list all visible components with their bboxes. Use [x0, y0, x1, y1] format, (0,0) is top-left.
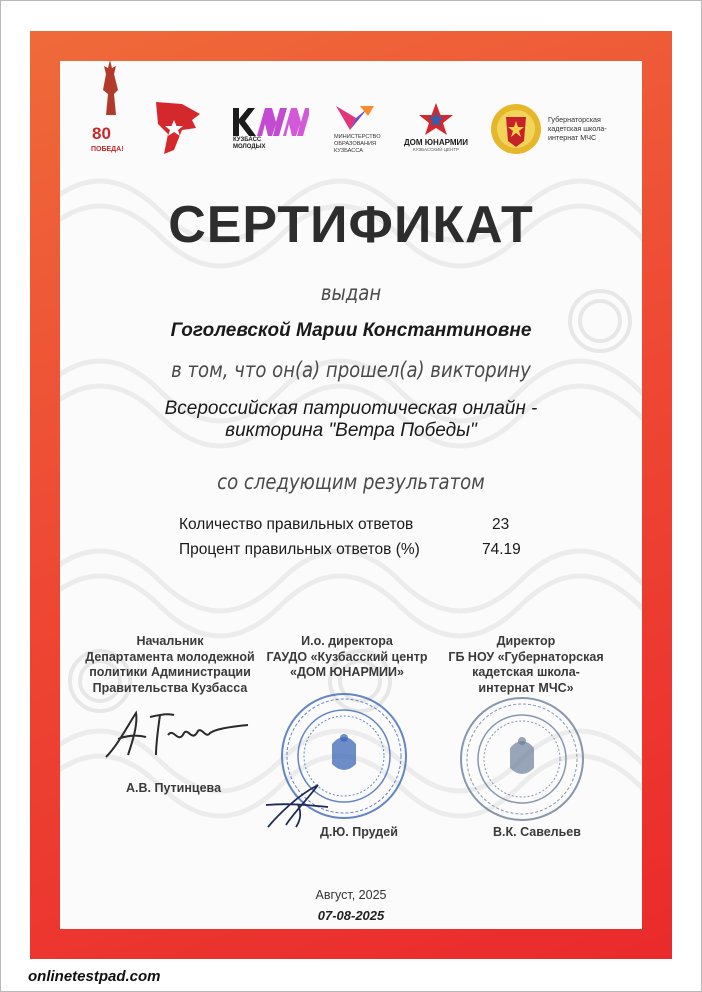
quiz-name-line1: Всероссийская патриотическая онлайн - — [164, 398, 538, 419]
dom-unarmii-logo — [400, 102, 472, 162]
dom-unarmii-text: ДОМ ЮНАРМИИ — [403, 138, 468, 147]
certificate-title: СЕРТИФИКАТ — [168, 196, 534, 254]
result-row-label: Процент правильных ответов (%) — [179, 541, 420, 558]
signatory-2-name: Д.Ю. Прудей — [320, 825, 398, 839]
kuzbass-youth-text: КУЗБАСС МОЛОДЫХ — [233, 137, 266, 150]
result-row-value: 23 — [492, 516, 510, 533]
kuzbass-youth-logo — [233, 108, 309, 168]
recipient-name: Гоголевской Марии Константиновне — [170, 320, 532, 341]
signatory-1-name: А.В. Путинцева — [126, 781, 222, 795]
signatory-2-position: И.о. директора ГАУДО «Кузбасский центр «ДОМ ЮНАРМИИ» — [266, 634, 428, 679]
signatory-3-position: Директор ГБ НОУ «Губернаторская кадетская школа- интернат МЧС» — [448, 634, 604, 695]
cadet-school-logo — [490, 103, 620, 163]
quiz-name-line2: викторина "Ветра Победы" — [225, 420, 477, 441]
issued-label: выдан — [320, 281, 382, 305]
result-row-value: 74.19 — [482, 541, 521, 558]
site-link[interactable]: onlinetestpad.com — [28, 968, 161, 985]
quiz-name — [0, 398, 702, 442]
victory-80-text: ПОБЕДА! — [91, 146, 124, 153]
signatory-3-name: В.К. Савельев — [493, 825, 581, 839]
ministry-text: МИНИСТЕРСТВО ОБРАЗОВАНИЯ КУЗБАССА — [334, 134, 381, 154]
footer-month-year: Август, 2025 — [315, 888, 387, 902]
footer-date: 07-08-2025 — [317, 908, 385, 923]
victory-80-number: 80 — [92, 124, 111, 143]
yunarmia-eagle-logo — [152, 100, 202, 160]
victory-80-logo — [91, 62, 130, 153]
stamp-cadet-school — [457, 694, 587, 824]
dom-unarmii-subtext: КУЗБАССКИЙ ЦЕНТР — [412, 147, 460, 152]
signature-1 — [98, 705, 258, 765]
signatory-1-position: Начальник Департамента молодежной политики Администрации Правительства Кузбасса — [85, 634, 255, 695]
ministry-logo — [334, 104, 384, 164]
result-label: со следующим результатом — [217, 470, 485, 494]
result-row-label: Количество правильных ответов — [179, 516, 414, 533]
cadet-school-text: Губернаторская кадетская школа-интернат МЧС — [548, 115, 607, 142]
statement-text: в том, что он(а) прошел(а) викторину — [171, 358, 531, 382]
